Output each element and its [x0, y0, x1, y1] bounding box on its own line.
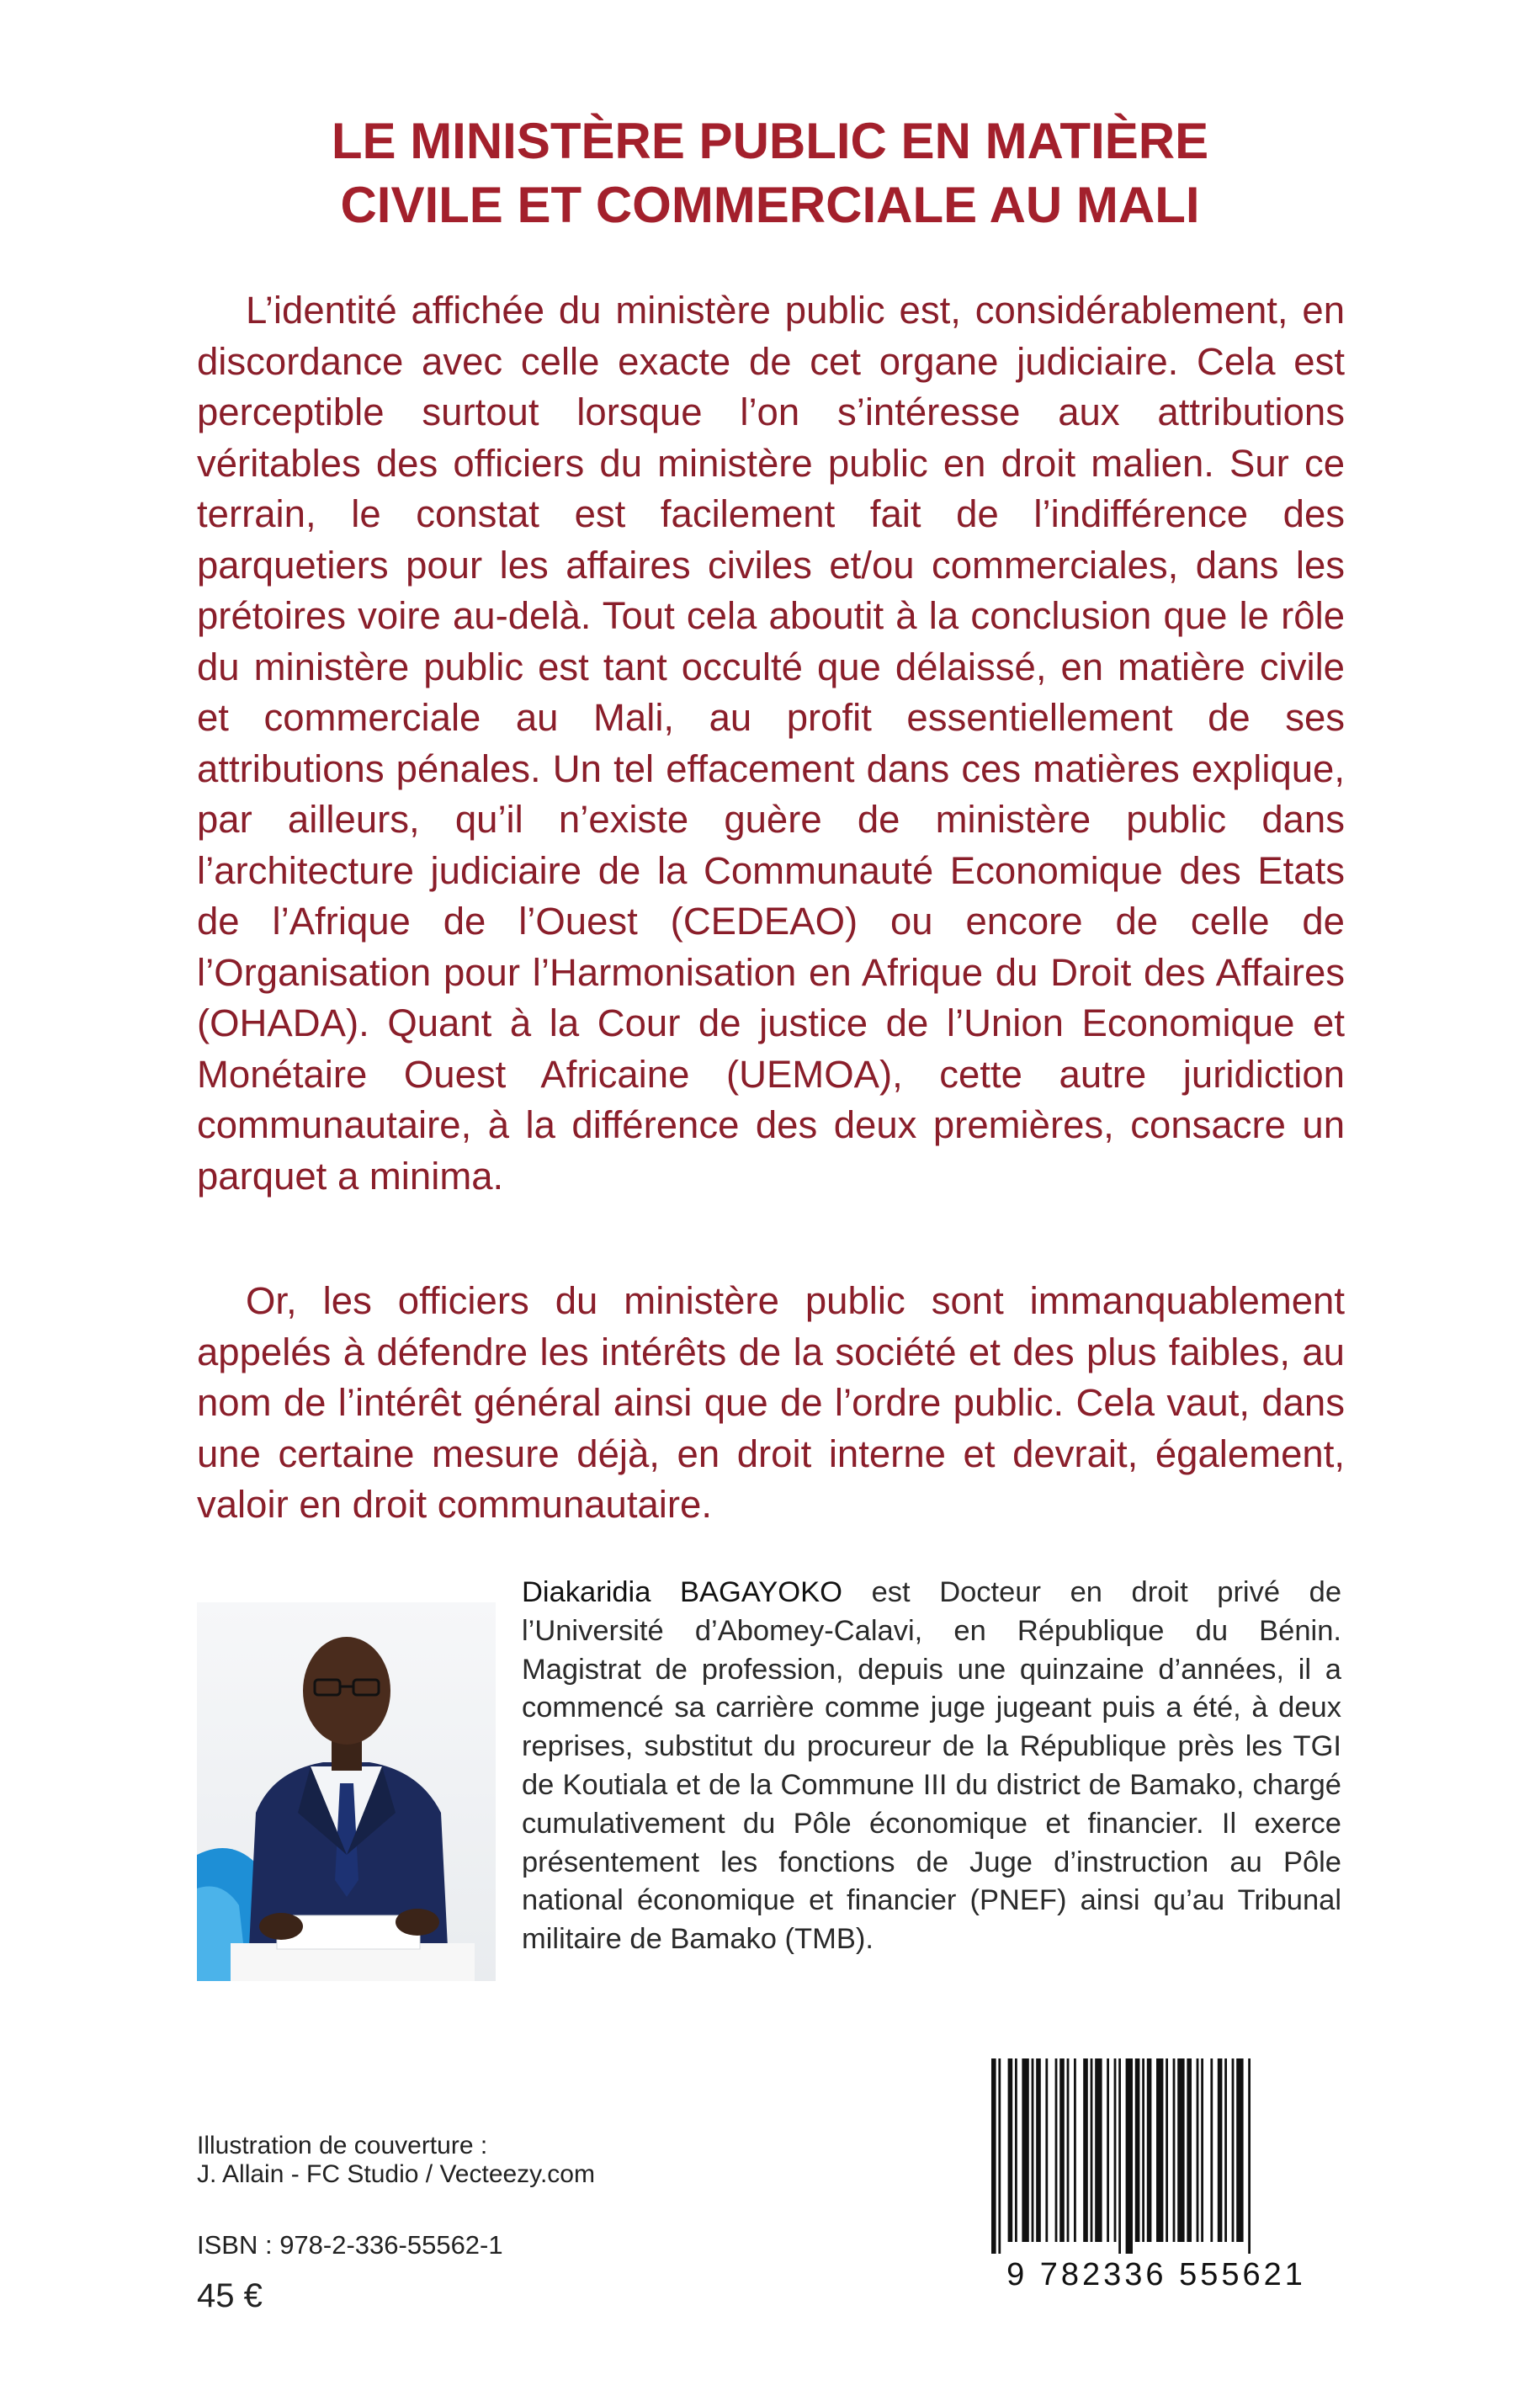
barcode-bar	[1008, 2058, 1013, 2242]
barcode-bar	[1173, 2058, 1176, 2242]
barcode-bar	[1142, 2058, 1144, 2242]
barcode-bar	[998, 2058, 1001, 2254]
barcode-bar	[1074, 2058, 1076, 2242]
barcode-bar	[1114, 2058, 1117, 2242]
barcode-bar	[1201, 2058, 1203, 2242]
summary-paragraph-1: L’identité affichée du ministère public est, considérablement, en discordance avec celle exacte de cet organe judiciaire. Cela est perceptible surtout lorsque l’on s’intéresse aux attributions véritables des officiers du ministère public en droit malien. Sur ce terrain, le constat est facilement fait de l’indifférence des parquetiers pour les affaires civiles et/ou commerciales, dans les prétoires voire au-delà. Tout cela aboutit à la conclusion que le rôle du ministère public est tant occulté que délaissé, en matière civile et commerciale au Mali, au profit essentiellement de ses attributions pénales. Un tel effacement dans ces matières explique, par ailleurs, qu’il n’existe guère de ministère public dans l’architecture judiciaire de la Communauté Economique des Etats de l’Afrique de l’Ouest (CEDEAO) ou encore de celle de l’Organisation pour l’Harmonisation en Afrique du Droit des Affaires (OHADA). Quant à la Cour de justice de l’Union Economique et Monétaire Ouest Africaine (UEMOA), cette autre juridiction communautaire, à la différence des deux premières, consacre un parquet a minima.	[197, 289, 1345, 1198]
barcode-bar	[1236, 2058, 1243, 2242]
barcode-bars	[971, 2052, 1341, 2254]
barcode-bar	[1032, 2058, 1034, 2242]
barcode	[971, 2052, 1341, 2296]
price: 45 €	[197, 2277, 263, 2314]
barcode-bar	[1095, 2058, 1102, 2242]
barcode-bar	[1224, 2058, 1227, 2242]
barcode-bar	[1055, 2058, 1058, 2242]
barcode-bar	[1156, 2058, 1163, 2242]
barcode-bar	[1118, 2058, 1121, 2254]
book-title-line-1: LE MINISTÈRE PUBLIC EN MATIÈRE	[331, 113, 1209, 169]
summary-paragraph-2: Or, les officiers du ministère public sont immanquablement appelés à défendre les intérêts de la société et des plus faibles, au nom de l’intérêt général ainsi que de l’ordre public. Cela vaut, dans une certaine mesure déjà, en droit interne et devrait, également, valoir en droit communautaire.	[197, 1279, 1345, 1526]
barcode-bar	[1210, 2058, 1213, 2242]
barcode-bar	[1091, 2058, 1093, 2242]
barcode-bar	[1232, 2058, 1235, 2242]
barcode-bar	[1147, 2058, 1152, 2242]
isbn: ISBN : 978-2-336-55562-1	[197, 2230, 503, 2260]
barcode-bar	[1126, 2058, 1133, 2254]
cover-credit-label: Illustration de couverture :	[197, 2132, 488, 2159]
barcode-bar	[1022, 2058, 1028, 2242]
author-name: Diakaridia BAGAYOKO	[522, 1576, 842, 1608]
barcode-bar	[1218, 2058, 1223, 2242]
cover-credit-value: J. Allain - FC Studio / Vecteezy.com	[197, 2160, 595, 2188]
barcode-bar	[1187, 2058, 1192, 2242]
barcode-digits: 9 782336 555621	[1006, 2257, 1306, 2292]
barcode-bar	[1166, 2058, 1168, 2242]
author-bio-text: est Docteur en droit privé de l’Université d’Abomey-Calavi, en République du Bénin. Magistrat de profession, depuis une quinzaine d’années, il a commencé sa carrière comme juge jugeant puis a été, à deux reprises, substitut du procureur de la République près les TGI de Koutiala et de la Commune III du district de Bamako, chargé cumulativement du Pôle économique et financier. Il exerce présentement les fonctions de Juge d’instruction au Pôle national économique et financier (PNEF) ainsi qu’au Tribunal militaire de Bamako (TMB).	[522, 1576, 1342, 1956]
barcode-bar	[1067, 2058, 1070, 2242]
book-title	[126, 109, 1414, 237]
author-photo	[197, 1602, 496, 1981]
cover-credit	[197, 2132, 595, 2189]
barcode-bar	[1059, 2058, 1065, 2242]
barcode-bar	[1248, 2058, 1251, 2254]
barcode-bar	[1135, 2058, 1140, 2242]
barcode-bar	[991, 2058, 996, 2254]
barcode-bar	[1107, 2058, 1109, 2242]
barcode-bar	[1177, 2058, 1184, 2242]
barcode-bar	[1197, 2058, 1199, 2242]
barcode-bar	[1015, 2058, 1017, 2242]
barcode-bar	[1036, 2058, 1041, 2242]
author-bio	[522, 1574, 1341, 1959]
barcode-bar	[1045, 2058, 1048, 2242]
book-title-line-2: CIVILE ET COMMERCIALE AU MALI	[340, 177, 1200, 233]
barcode-bar	[1083, 2058, 1088, 2242]
